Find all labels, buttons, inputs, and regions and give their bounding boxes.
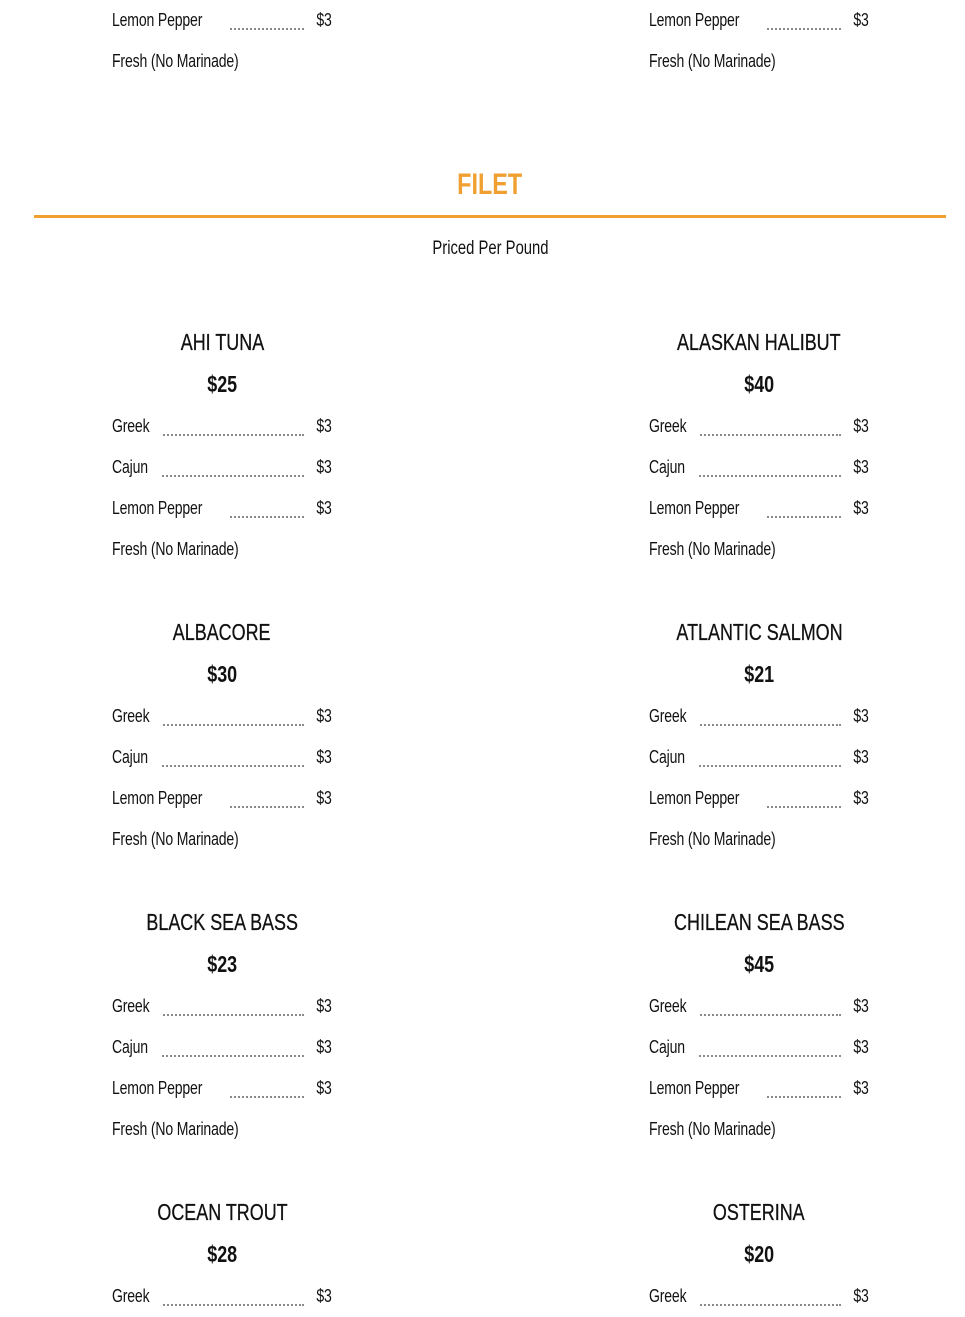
- option-row: [649, 1027, 869, 1068]
- menu-item: [112, 612, 332, 860]
- dot-leader: [160, 724, 304, 726]
- option-row: [649, 406, 869, 447]
- option-price: $3: [853, 747, 869, 767]
- item-name: [112, 612, 332, 652]
- top-partial-right: [649, 0, 869, 82]
- item-price-text: $40: [744, 371, 774, 397]
- option-name: Fresh (No Marinade): [112, 539, 239, 559]
- item-price-text: $23: [207, 951, 237, 977]
- option-price: $3: [316, 1286, 332, 1306]
- item-name-text: BLACK SEA BASS: [146, 909, 298, 935]
- option-name: Fresh (No Marinade): [112, 51, 239, 71]
- dot-leader: [160, 1014, 304, 1016]
- option-name: Cajun: [112, 747, 148, 767]
- menu-item: [649, 322, 869, 570]
- item-price-text: $21: [744, 661, 774, 687]
- dot-leader: [691, 1055, 841, 1057]
- section-title-text: FILET: [457, 168, 523, 201]
- item-name: [112, 1192, 332, 1232]
- option-name: Fresh (No Marinade): [649, 51, 776, 71]
- option-name: Lemon Pepper: [112, 498, 203, 518]
- item-price-text: $28: [207, 1241, 237, 1267]
- option-name: Lemon Pepper: [649, 788, 740, 808]
- option-row: [112, 819, 332, 860]
- option-name: Fresh (No Marinade): [649, 539, 776, 559]
- menu-item: [112, 1192, 332, 1317]
- option-list: [112, 986, 332, 1150]
- option-name: Lemon Pepper: [649, 1078, 740, 1098]
- option-row: [112, 737, 332, 778]
- option-row: [112, 778, 332, 819]
- option-price: $3: [853, 1037, 869, 1057]
- dot-leader: [154, 765, 304, 767]
- option-row: [649, 41, 869, 82]
- option-price: $3: [853, 416, 869, 436]
- item-name-text: ATLANTIC SALMON: [675, 619, 843, 645]
- option-name: Fresh (No Marinade): [112, 829, 239, 849]
- option-name: Lemon Pepper: [649, 498, 740, 518]
- item-price: [649, 362, 869, 406]
- section-subtitle-text: Priced Per Pound: [431, 238, 549, 259]
- option-name: Greek: [112, 996, 150, 1016]
- option-name: Greek: [649, 1286, 687, 1306]
- option-row: [112, 41, 332, 82]
- dot-leader: [697, 724, 841, 726]
- item-name: [112, 902, 332, 942]
- dot-leader: [691, 475, 841, 477]
- option-list: [112, 696, 332, 860]
- option-price: $3: [316, 1078, 332, 1098]
- item-name: [649, 1192, 869, 1232]
- option-price: $3: [853, 706, 869, 726]
- section-subtitle: [0, 238, 965, 260]
- item-price: [112, 652, 332, 696]
- section-divider: [34, 215, 946, 218]
- option-name: Lemon Pepper: [112, 788, 203, 808]
- option-row: [649, 1068, 869, 1109]
- option-name: Greek: [649, 996, 687, 1016]
- top-partial-left: [112, 0, 332, 82]
- option-row: [112, 1276, 332, 1317]
- item-name-text: ALBACORE: [173, 619, 271, 645]
- option-row: [112, 0, 332, 41]
- option-name: Fresh (No Marinade): [649, 1119, 776, 1139]
- item-name: [112, 322, 332, 362]
- item-name-text: OCEAN TROUT: [156, 1199, 288, 1225]
- section-title: [0, 168, 965, 202]
- dot-leader: [160, 434, 304, 436]
- option-row: [649, 488, 869, 529]
- option-list: [649, 696, 869, 860]
- option-row: [649, 1109, 869, 1150]
- option-price: $3: [853, 1286, 869, 1306]
- menu-item: [649, 902, 869, 1150]
- option-price: $3: [853, 10, 869, 30]
- option-row: [112, 1109, 332, 1150]
- option-row: [112, 1027, 332, 1068]
- option-row: [112, 986, 332, 1027]
- option-price: $3: [316, 788, 332, 808]
- dot-leader: [691, 765, 841, 767]
- item-price: [112, 362, 332, 406]
- option-row: [649, 737, 869, 778]
- option-list: [649, 1276, 869, 1317]
- option-price: $3: [316, 498, 332, 518]
- option-name: Cajun: [112, 457, 148, 477]
- option-price: $3: [316, 457, 332, 477]
- option-list: [649, 406, 869, 570]
- option-price: $3: [853, 788, 869, 808]
- item-name: [649, 612, 869, 652]
- item-price-text: $20: [744, 1241, 774, 1267]
- dot-leader: [697, 1014, 841, 1016]
- option-row: [649, 529, 869, 570]
- item-name-text: ALASKAN HALIBUT: [677, 329, 841, 355]
- option-price: $3: [853, 498, 869, 518]
- option-name: Greek: [112, 706, 150, 726]
- option-row: [112, 447, 332, 488]
- option-name: Lemon Pepper: [649, 10, 740, 30]
- option-row: [649, 986, 869, 1027]
- option-price: $3: [316, 747, 332, 767]
- option-name: Lemon Pepper: [112, 10, 203, 30]
- option-price: $3: [316, 706, 332, 726]
- option-name: Cajun: [649, 1037, 685, 1057]
- item-name-text: OSTERINA: [713, 1199, 805, 1225]
- option-name: Greek: [112, 1286, 150, 1306]
- option-name: Greek: [649, 706, 687, 726]
- option-name: Fresh (No Marinade): [649, 829, 776, 849]
- option-name: Lemon Pepper: [112, 1078, 203, 1098]
- option-list: [112, 1276, 332, 1317]
- option-name: Fresh (No Marinade): [112, 1119, 239, 1139]
- menu-item: [649, 612, 869, 860]
- option-price: $3: [853, 457, 869, 477]
- item-price-text: $45: [744, 951, 774, 977]
- item-price: [112, 942, 332, 986]
- item-name-text: AHI TUNA: [180, 329, 264, 355]
- item-name: [649, 322, 869, 362]
- option-name: Cajun: [649, 457, 685, 477]
- item-price-text: $30: [207, 661, 237, 687]
- dot-leader: [154, 475, 304, 477]
- item-price: [649, 1232, 869, 1276]
- option-list: [649, 986, 869, 1150]
- item-name-text: CHILEAN SEA BASS: [673, 909, 845, 935]
- option-row: [112, 529, 332, 570]
- dot-leader: [697, 434, 841, 436]
- option-price: $3: [853, 996, 869, 1016]
- option-price: $3: [853, 1078, 869, 1098]
- option-row: [649, 696, 869, 737]
- option-row: [112, 488, 332, 529]
- option-row: [649, 778, 869, 819]
- option-row: [649, 1276, 869, 1317]
- item-name: [649, 902, 869, 942]
- option-price: $3: [316, 10, 332, 30]
- option-row: [112, 1068, 332, 1109]
- option-row: [112, 696, 332, 737]
- menu-item: [112, 902, 332, 1150]
- item-price: [112, 1232, 332, 1276]
- dot-leader: [154, 1055, 304, 1057]
- menu-item: [112, 322, 332, 570]
- item-price: [649, 652, 869, 696]
- option-row: [649, 819, 869, 860]
- option-row: [649, 0, 869, 41]
- item-price-text: $25: [207, 371, 237, 397]
- option-price: $3: [316, 1037, 332, 1057]
- menu-item: [649, 1192, 869, 1317]
- option-name: Cajun: [649, 747, 685, 767]
- option-price: $3: [316, 416, 332, 436]
- option-name: Greek: [649, 416, 687, 436]
- option-list: [112, 406, 332, 570]
- item-price: [649, 942, 869, 986]
- option-row: [112, 406, 332, 447]
- option-price: $3: [316, 996, 332, 1016]
- option-row: [649, 447, 869, 488]
- option-name: Greek: [112, 416, 150, 436]
- option-name: Cajun: [112, 1037, 148, 1057]
